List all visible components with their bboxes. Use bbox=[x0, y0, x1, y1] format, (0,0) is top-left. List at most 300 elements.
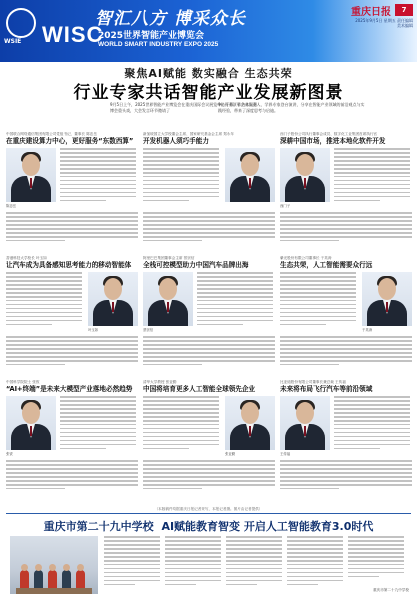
text-line bbox=[280, 324, 326, 326]
wsie-logo-text: WSIE bbox=[4, 38, 22, 45]
article-text bbox=[280, 460, 412, 492]
text-line bbox=[143, 424, 219, 426]
text-line bbox=[226, 580, 282, 582]
text-line bbox=[197, 272, 273, 274]
profile-card bbox=[6, 132, 138, 252]
text-line bbox=[334, 436, 410, 438]
text-line bbox=[60, 436, 136, 438]
text-line bbox=[6, 316, 82, 318]
text-line bbox=[143, 180, 219, 182]
text-line bbox=[165, 544, 221, 546]
page-note: （本版稿件均据重庆日报记者采写，本报记者摄。图片由记者提供） bbox=[154, 507, 263, 511]
portrait-head bbox=[104, 278, 122, 300]
profile-card bbox=[280, 380, 412, 500]
text-line bbox=[334, 412, 410, 414]
text-line bbox=[104, 552, 160, 554]
text-line bbox=[104, 572, 160, 574]
article-text bbox=[197, 272, 273, 328]
text-line bbox=[348, 568, 404, 570]
text-line bbox=[280, 300, 356, 302]
bottom-headline: AI赋能教育智变 开启人工智能教育3.0时代 bbox=[161, 520, 374, 533]
text-line bbox=[60, 448, 106, 450]
text-line bbox=[280, 216, 412, 218]
text-line bbox=[104, 560, 160, 562]
text-line bbox=[6, 364, 65, 366]
text-line bbox=[143, 224, 275, 226]
text-line bbox=[104, 544, 160, 546]
text-line bbox=[334, 416, 410, 418]
bottom-text-column bbox=[226, 536, 282, 594]
profile-title: 在重庆建设算力中心，更好服务“东数西算” bbox=[6, 137, 134, 145]
paper-name: 重庆日报 bbox=[351, 7, 391, 18]
text-line bbox=[6, 212, 138, 214]
text-line bbox=[143, 188, 219, 190]
portrait-tie bbox=[304, 426, 306, 436]
text-line bbox=[6, 216, 138, 218]
profile-card bbox=[143, 132, 275, 252]
profile-byline: 紫光股份有限公司董事长 于英涛 bbox=[280, 256, 332, 260]
text-line bbox=[6, 320, 82, 322]
text-line bbox=[287, 576, 343, 578]
text-line bbox=[143, 200, 189, 202]
banner-slogan: 智汇八方 博采众长 bbox=[95, 9, 246, 29]
text-line bbox=[6, 280, 82, 282]
text-line bbox=[60, 420, 136, 422]
text-line bbox=[60, 196, 136, 198]
portrait-photo bbox=[362, 272, 412, 326]
text-line bbox=[6, 288, 82, 290]
text-line bbox=[280, 336, 412, 338]
profile-body bbox=[280, 272, 412, 372]
portrait-tie bbox=[30, 426, 32, 436]
portrait-tie bbox=[249, 426, 251, 436]
text-line bbox=[6, 348, 138, 350]
text-line bbox=[6, 352, 138, 354]
paper-date: 2025年9月5日 星期五 责任编辑 美术编辑 bbox=[355, 18, 413, 28]
text-line bbox=[143, 352, 275, 354]
student-figure bbox=[48, 570, 57, 590]
text-line bbox=[287, 540, 343, 542]
text-line bbox=[143, 404, 219, 406]
expo-banner bbox=[0, 0, 417, 62]
expo-title-en: WORLD SMART INDUSTRY EXPO 2025 bbox=[98, 41, 219, 48]
text-line bbox=[104, 584, 135, 586]
text-line bbox=[143, 184, 219, 186]
lead-right: 9位行业领军企业负责人、学界专家登台演讲，分享在智能产业领域的前沿观点与实践经验，带来了深度思考与启迪。 bbox=[218, 102, 365, 113]
text-line bbox=[143, 416, 219, 418]
portrait-photo bbox=[143, 272, 193, 326]
profile-byline: 香港科技大学校长 叶玉如 bbox=[6, 256, 47, 260]
text-line bbox=[334, 180, 410, 182]
text-line bbox=[280, 284, 356, 286]
text-line bbox=[6, 468, 138, 470]
text-line bbox=[334, 200, 380, 202]
text-line bbox=[6, 344, 138, 346]
text-line bbox=[287, 548, 343, 550]
profile-title: 未来将布局飞行汽车等前沿领域 bbox=[280, 385, 373, 393]
text-line bbox=[334, 404, 410, 406]
text-line bbox=[280, 460, 412, 462]
text-line bbox=[197, 276, 273, 278]
text-line bbox=[6, 272, 82, 274]
bottom-credit: 重庆市第二十九中学校 bbox=[373, 588, 409, 592]
text-line bbox=[334, 156, 410, 158]
portrait-head bbox=[159, 278, 177, 300]
article-text bbox=[143, 212, 275, 244]
classroom-table bbox=[16, 588, 92, 594]
text-line bbox=[60, 396, 136, 398]
portrait-photo bbox=[6, 148, 56, 202]
text-line bbox=[287, 568, 343, 570]
profile-body bbox=[6, 148, 138, 248]
article-text bbox=[6, 336, 138, 368]
photo-caption: 张亚勤 bbox=[225, 452, 236, 456]
text-line bbox=[280, 468, 412, 470]
text-line bbox=[197, 304, 273, 306]
text-line bbox=[197, 292, 273, 294]
text-line bbox=[287, 536, 343, 538]
text-line bbox=[226, 536, 282, 538]
profile-body bbox=[280, 148, 412, 248]
profile-title: 让汽车成为具备感知思考能力的移动智能体 bbox=[6, 261, 132, 269]
text-line bbox=[165, 556, 221, 558]
text-line bbox=[6, 240, 65, 242]
portrait-head bbox=[22, 154, 40, 176]
text-line bbox=[226, 544, 282, 546]
text-line bbox=[226, 560, 282, 562]
text-line bbox=[60, 148, 136, 150]
text-line bbox=[165, 584, 196, 586]
text-line bbox=[280, 272, 356, 274]
profile-body bbox=[143, 272, 275, 372]
text-line bbox=[60, 400, 136, 402]
text-line bbox=[143, 400, 219, 402]
text-line bbox=[6, 296, 82, 298]
portrait-head bbox=[296, 402, 314, 424]
text-line bbox=[143, 340, 275, 342]
text-line bbox=[104, 556, 160, 558]
text-line bbox=[6, 360, 138, 362]
text-line bbox=[6, 476, 138, 478]
text-line bbox=[143, 472, 275, 474]
text-line bbox=[334, 152, 410, 154]
text-line bbox=[280, 224, 412, 226]
text-line bbox=[6, 356, 138, 358]
profile-body bbox=[6, 272, 138, 372]
profile-card bbox=[280, 132, 412, 252]
portrait-head bbox=[22, 402, 40, 424]
text-line bbox=[6, 324, 52, 326]
portrait-photo bbox=[88, 272, 138, 326]
portrait-head bbox=[296, 154, 314, 176]
text-line bbox=[280, 236, 412, 238]
text-line bbox=[280, 340, 412, 342]
text-line bbox=[60, 176, 136, 178]
profile-card bbox=[6, 256, 138, 376]
text-line bbox=[6, 308, 82, 310]
classroom-photo bbox=[10, 536, 98, 594]
text-line bbox=[143, 444, 219, 446]
text-line bbox=[143, 364, 202, 366]
text-line bbox=[334, 396, 410, 398]
text-line bbox=[287, 564, 343, 566]
profile-grid bbox=[6, 132, 411, 508]
text-line bbox=[104, 548, 160, 550]
text-line bbox=[334, 148, 410, 150]
text-line bbox=[165, 572, 221, 574]
text-line bbox=[280, 476, 412, 478]
text-line bbox=[334, 432, 410, 434]
bottom-story-body bbox=[104, 536, 410, 594]
text-line bbox=[143, 440, 219, 442]
profile-card bbox=[143, 380, 275, 500]
student-figure bbox=[62, 570, 71, 590]
text-line bbox=[334, 400, 410, 402]
profile-byline: 比亚迪股份有限公司董事长兼总裁 王传福 bbox=[280, 380, 346, 384]
text-line bbox=[280, 220, 412, 222]
text-line bbox=[143, 216, 275, 218]
text-line bbox=[60, 432, 136, 434]
photo-caption: 张钹 bbox=[6, 452, 13, 456]
text-line bbox=[280, 364, 339, 366]
text-line bbox=[334, 448, 380, 450]
kicker: 聚焦AI赋能 数实融合 生态共荣 bbox=[124, 67, 293, 80]
text-line bbox=[143, 448, 189, 450]
text-line bbox=[348, 552, 404, 554]
text-line bbox=[6, 464, 138, 466]
text-line bbox=[348, 556, 404, 558]
bottom-text-column bbox=[287, 536, 343, 594]
portrait-photo bbox=[280, 396, 330, 450]
text-line bbox=[60, 200, 106, 202]
text-line bbox=[143, 412, 219, 414]
text-line bbox=[287, 572, 343, 574]
article-text bbox=[6, 460, 138, 492]
text-line bbox=[60, 156, 136, 158]
text-line bbox=[143, 160, 219, 162]
text-line bbox=[334, 196, 410, 198]
text-line bbox=[197, 308, 273, 310]
text-line bbox=[197, 316, 273, 318]
text-line bbox=[143, 168, 219, 170]
page-headline: 行业专家共话智能产业发展新图景 bbox=[73, 83, 344, 103]
text-line bbox=[60, 416, 136, 418]
text-line bbox=[60, 184, 136, 186]
profile-title: 中国将培育更多人工智能全球领先企业 bbox=[143, 385, 256, 393]
article-text bbox=[143, 148, 219, 204]
portrait-tie bbox=[167, 302, 169, 312]
bottom-text-column bbox=[165, 536, 221, 594]
text-line bbox=[6, 484, 138, 486]
bottom-divider bbox=[6, 513, 411, 514]
text-line bbox=[226, 564, 282, 566]
text-line bbox=[348, 576, 379, 578]
profile-body bbox=[6, 396, 138, 496]
text-line bbox=[226, 572, 282, 574]
bottom-text-column bbox=[104, 536, 160, 594]
text-line bbox=[60, 164, 136, 166]
text-line bbox=[334, 184, 410, 186]
text-line bbox=[6, 488, 65, 490]
portrait-tie bbox=[112, 302, 114, 312]
article-text bbox=[60, 148, 136, 204]
text-line bbox=[6, 312, 82, 314]
text-line bbox=[287, 552, 343, 554]
text-line bbox=[348, 572, 404, 574]
text-line bbox=[280, 480, 412, 482]
text-line bbox=[334, 428, 410, 430]
profile-byline: 中国科学院院士 张钹 bbox=[6, 380, 40, 384]
text-line bbox=[143, 344, 275, 346]
text-line bbox=[143, 232, 275, 234]
text-line bbox=[60, 172, 136, 174]
text-line bbox=[348, 564, 404, 566]
text-line bbox=[143, 192, 219, 194]
photo-caption: 于英涛 bbox=[362, 328, 373, 332]
text-line bbox=[143, 172, 219, 174]
article-text bbox=[280, 212, 412, 244]
text-line bbox=[348, 536, 404, 538]
text-line bbox=[165, 548, 221, 550]
text-line bbox=[104, 576, 160, 578]
text-line bbox=[334, 168, 410, 170]
text-line bbox=[165, 552, 221, 554]
text-line bbox=[280, 464, 412, 466]
text-line bbox=[280, 316, 356, 318]
text-line bbox=[287, 560, 343, 562]
text-line bbox=[197, 288, 273, 290]
profile-byline: 阿里巴巴集团董事会主席 蔡崇信 bbox=[143, 256, 195, 260]
text-line bbox=[60, 192, 136, 194]
text-line bbox=[226, 548, 282, 550]
text-line bbox=[143, 240, 202, 242]
text-line bbox=[6, 220, 138, 222]
text-line bbox=[226, 552, 282, 554]
school-name: 重庆市第二十九中学校 bbox=[43, 520, 154, 533]
portrait-photo bbox=[280, 148, 330, 202]
text-line bbox=[280, 320, 356, 322]
text-line bbox=[143, 476, 275, 478]
text-line bbox=[348, 544, 404, 546]
text-line bbox=[287, 556, 343, 558]
text-line bbox=[60, 440, 136, 442]
text-line bbox=[280, 360, 412, 362]
text-line bbox=[197, 280, 273, 282]
profile-title: 全栈可控模型助力中国汽车品牌出海 bbox=[143, 261, 249, 269]
portrait-tie bbox=[304, 178, 306, 188]
text-line bbox=[6, 224, 138, 226]
text-line bbox=[143, 348, 275, 350]
text-line bbox=[104, 568, 160, 570]
text-line bbox=[280, 276, 356, 278]
text-line bbox=[334, 444, 410, 446]
text-line bbox=[143, 432, 219, 434]
text-line bbox=[143, 428, 219, 430]
profile-card bbox=[280, 256, 412, 376]
portrait-head bbox=[241, 154, 259, 176]
student-figure bbox=[76, 570, 85, 590]
text-line bbox=[280, 288, 356, 290]
text-line bbox=[104, 540, 160, 542]
profile-title: 深耕中国市场，推进本地化软件开发 bbox=[280, 137, 386, 145]
text-line bbox=[60, 428, 136, 430]
text-line bbox=[280, 212, 412, 214]
bottom-story-title bbox=[0, 518, 417, 534]
text-line bbox=[348, 540, 404, 542]
text-line bbox=[6, 232, 138, 234]
text-line bbox=[143, 360, 275, 362]
text-line bbox=[143, 336, 275, 338]
text-line bbox=[143, 156, 219, 158]
text-line bbox=[280, 292, 356, 294]
text-line bbox=[6, 228, 138, 230]
text-line bbox=[334, 172, 410, 174]
text-line bbox=[143, 164, 219, 166]
student-figure bbox=[34, 570, 43, 590]
article-text bbox=[143, 460, 275, 492]
text-line bbox=[334, 408, 410, 410]
text-line bbox=[287, 544, 343, 546]
text-line bbox=[60, 160, 136, 162]
text-line bbox=[60, 188, 136, 190]
article-text bbox=[280, 272, 356, 328]
text-line bbox=[226, 584, 257, 586]
text-line bbox=[280, 232, 412, 234]
profile-byline: 清华大学教授 张亚勤 bbox=[143, 380, 177, 384]
text-line bbox=[197, 324, 243, 326]
text-line bbox=[280, 356, 412, 358]
text-line bbox=[197, 300, 273, 302]
profile-body bbox=[280, 396, 412, 496]
text-line bbox=[334, 424, 410, 426]
text-line bbox=[6, 276, 82, 278]
text-line bbox=[197, 320, 273, 322]
article-text bbox=[143, 396, 219, 452]
text-line bbox=[280, 240, 339, 242]
text-line bbox=[104, 536, 160, 538]
text-line bbox=[6, 480, 138, 482]
text-line bbox=[280, 352, 412, 354]
text-line bbox=[280, 488, 339, 490]
text-line bbox=[143, 148, 219, 150]
text-line bbox=[280, 296, 356, 298]
text-line bbox=[226, 568, 282, 570]
text-line bbox=[280, 348, 412, 350]
text-line bbox=[143, 356, 275, 358]
text-line bbox=[143, 460, 275, 462]
text-line bbox=[165, 580, 221, 582]
text-line bbox=[60, 412, 136, 414]
text-line bbox=[165, 560, 221, 562]
portrait-tie bbox=[386, 302, 388, 312]
text-line bbox=[143, 220, 275, 222]
text-line bbox=[280, 344, 412, 346]
text-line bbox=[60, 404, 136, 406]
text-line bbox=[60, 168, 136, 170]
text-line bbox=[334, 188, 410, 190]
article-text bbox=[143, 336, 275, 368]
profile-byline: 西门子股份公司执行董事会成员、数字化工业集团首席执行官 bbox=[280, 132, 378, 136]
bottom-text-column bbox=[348, 536, 404, 594]
photo-caption: 蔡崇信 bbox=[143, 328, 154, 332]
text-line bbox=[143, 484, 275, 486]
portrait-tie bbox=[249, 178, 251, 188]
profile-title: 生态共荣，人工智能需要众行远 bbox=[280, 261, 373, 269]
article-text bbox=[60, 396, 136, 452]
text-line bbox=[197, 296, 273, 298]
text-line bbox=[280, 484, 412, 486]
text-line bbox=[60, 152, 136, 154]
